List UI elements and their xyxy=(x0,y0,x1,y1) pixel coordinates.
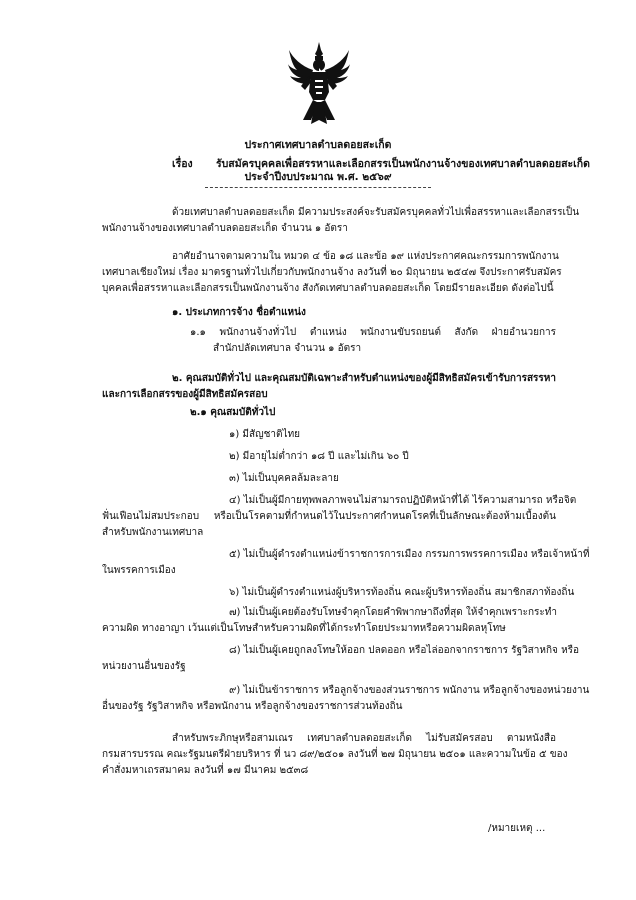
qualification-7-line1: ๗) ไม่เป็นผู้เคยต้องรับโทษจำคุกโดยคำพิพากษาถึงที่สุด ให้จำคุกเพราะกระทำ xyxy=(229,607,557,618)
separator-line xyxy=(205,187,431,188)
section1-item-line2: สำนักปลัดเทศบาล จำนวน ๑ อัตรา xyxy=(213,343,362,354)
qualification-2: ๒) มีอายุไม่ต่ำกว่า ๑๘ ปี และไม่เกิน ๖๐ ปี xyxy=(229,451,409,462)
intro-p2-line3: บุคคลเพื่อสรรหาและเลือกสรรเป็นพนักงานจ้าง สังกัดเทศบาลตำบลดอยสะเก็ด โดยมีรายละเอียด ดังต่อไปนี้ xyxy=(102,283,554,294)
intro-p2-line2: เทศบาลเชียงใหม่ เรื่อง มาตรฐานทั่วไปเกี่ยวกับพนักงานจ้าง ลงวันที่ ๒๐ มิถุนายน ๒๕๔๗ จึงประกาศรับสมัคร xyxy=(102,267,562,278)
qualification-4-line1: ๔) ไม่เป็นผู้มีกายทุพพลภาพจนไม่สามารถปฏิบัติหน้าที่ได้ ไร้ความสามารถ หรือจิต xyxy=(229,495,577,506)
section2-heading-line2: และการเลือกสรรของผู้มีสิทธิสมัครสอบ xyxy=(102,389,268,400)
section2-heading-line1: ๒. คุณสมบัติทั่วไป และคุณสมบัติเฉพาะสำหรับตำแหน่งของผู้มีสิทธิสมัครเข้ารับการสรรหา xyxy=(172,373,557,384)
qualification-6: ๖) ไม่เป็นผู้ดำรงตำแหน่งผู้บริหารท้องถิ่น คณะผู้บริหารท้องถิ่น สมาชิกสภาท้องถิ่น xyxy=(229,587,575,598)
qualification-3: ๓) ไม่เป็นบุคคลล้มละลาย xyxy=(229,473,339,484)
section1-heading: ๑. ประเภทการจ้าง ชื่อตำแหน่ง xyxy=(172,307,306,318)
subject-text: รับสมัครบุคคลเพื่อสรรหาและเลือกสรรเป็นพนักงานจ้างของเทศบาลตำบลดอยสะเก็ด xyxy=(216,158,590,170)
qualification-1: ๑) มีสัญชาติไทย xyxy=(229,429,301,440)
subject-label: เรื่อง xyxy=(172,158,193,170)
qualification-5-line2: ในพรรคการเมือง xyxy=(102,565,176,576)
qualification-7-line2: ความผิด ทางอาญา เว้นแต่เป็นโทษสำหรับความผิดที่ได้กระทำโดยประมาทหรือความผิดลหุโทษ xyxy=(102,623,506,634)
section2-sub-heading: ๒.๑ คุณสมบัติทั่วไป xyxy=(190,407,276,418)
qualification-4-line2: ฟั่นเฟือนไม่สมประกอบ หรือเป็นโรคตามที่กำหนดไว้ในประกาศกำหนดโรคที่เป็นลักษณะต้องห้ามเบื้องต้น xyxy=(102,511,556,522)
intro-p1-line2: พนักงานจ้างของเทศบาลตำบลดอยสะเก็ด จำนวน ๑ อัตรา xyxy=(102,223,348,234)
continued-marker: /หมายเหตุ ... xyxy=(488,823,546,834)
intro-p1-line1: ด้วยเทศบาลตำบลดอยสะเก็ด มีความประสงค์จะรับสมัครบุคคลทั่วไปเพื่อสรรหาและเลือกสรรเป็น xyxy=(172,207,580,218)
fiscal-year: ประจำปีงบประมาณ พ.ศ. ๒๕๖๙ xyxy=(244,171,392,183)
qualification-4-line3: สำหรับพนักงานเทศบาล xyxy=(102,527,204,538)
qualification-9-line1: ๙) ไม่เป็นข้าราชการ หรือลูกจ้างของส่วนราชการ พนักงาน หรือลูกจ้างของหน่วยงาน xyxy=(229,685,590,696)
qualification-8-line1: ๘) ไม่เป็นผู้เคยถูกลงโทษให้ออก ปลดออก หรือไล่ออกจากราชการ รัฐวิสาหกิจ หรือ xyxy=(229,645,580,656)
monk-note-line3: คำสั่งมหาเถรสมาคม ลงวันที่ ๑๗ มีนาคม ๒๕๓๘ xyxy=(102,765,309,776)
qualification-9-line2: อื่นของรัฐ รัฐวิสาหกิจ หรือพนักงาน หรือลูกจ้างของราชการส่วนท้องถิ่น xyxy=(102,701,403,712)
garuda-emblem-icon xyxy=(287,40,351,128)
qualification-8-line2: หน่วยงานอื่นของรัฐ xyxy=(102,661,186,672)
intro-p2-line1: อาศัยอำนาจตามความใน หมวด ๔ ข้อ ๑๘ และข้อ ๑๙ แห่งประกาศคณะกรรมการพนักงาน xyxy=(172,251,559,262)
qualification-5-line1: ๕) ไม่เป็นผู้ดำรงตำแหน่งข้าราชการการเมือง กรรมการพรรคการเมือง หรือเจ้าหน้าที่ xyxy=(229,549,590,560)
announcement-title: ประกาศเทศบาลตำบลดอยสะเก็ด xyxy=(244,139,392,151)
section1-item-line1: ๑.๑ พนักงานจ้างทั่วไป ตำแหน่ง พนักงานขับรถยนต์ สังกัด ฝ่ายอำนวยการ xyxy=(190,327,556,338)
monk-note-line2: กรมสารบรรณ คณะรัฐมนตรีฝ่ายบริหาร ที่ นว ๘๙/๒๕๐๑ ลงวันที่ ๒๗ มิถุนายน ๒๕๐๑ และความในข้อ ๕ ของ xyxy=(102,749,568,760)
monk-note-line1: สำหรับพระภิกษุหรือสามเณร เทศบาลตำบลดอยสะเก็ด ไม่รับสมัครสอบ ตามหนังสือ xyxy=(172,733,556,744)
